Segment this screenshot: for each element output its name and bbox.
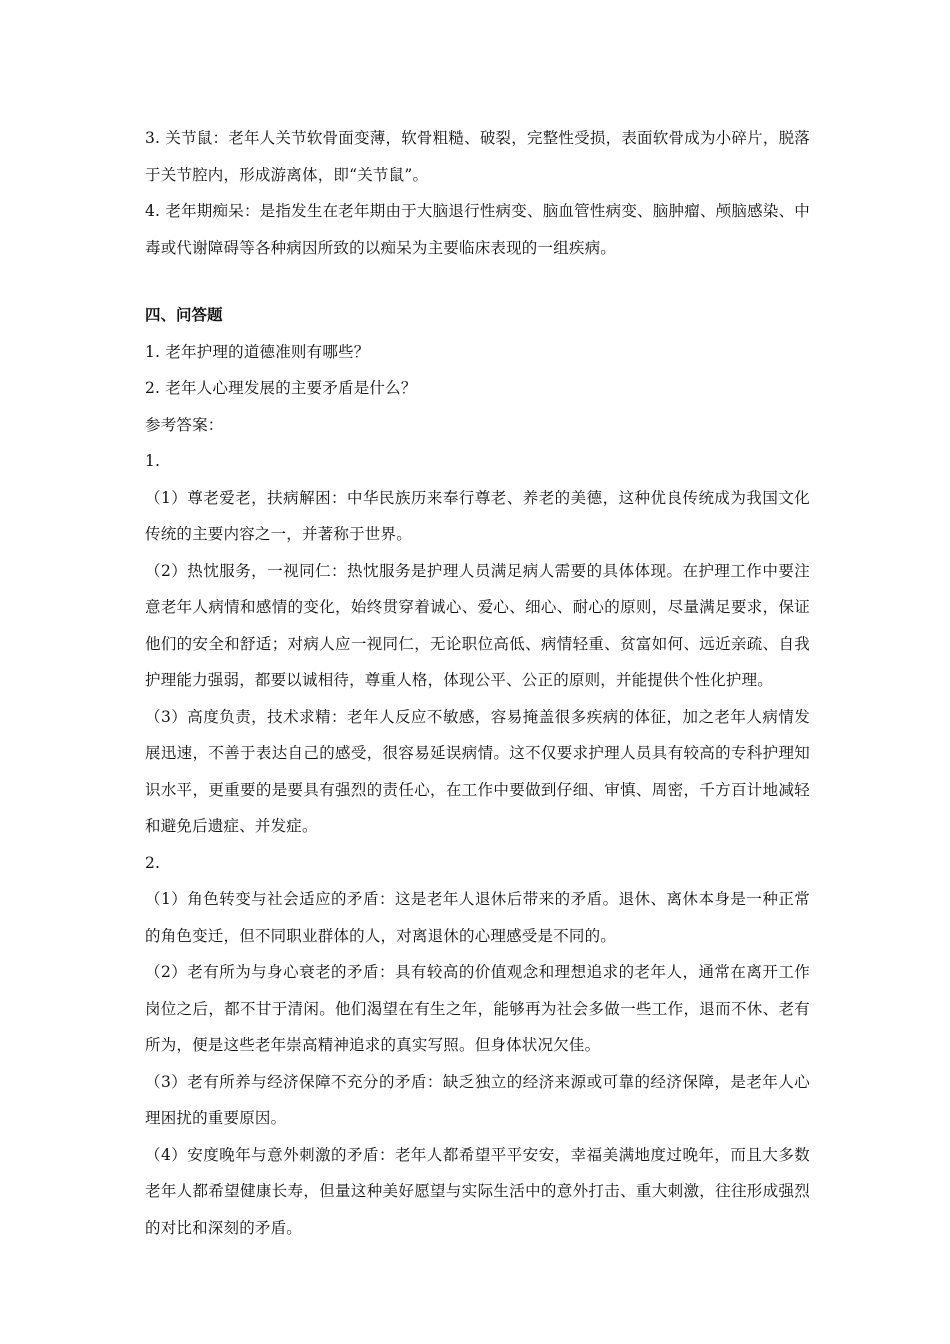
answer-2-item: （1）角色转变与社会适应的矛盾：这是老年人退休后带来的矛盾。退休、离休本身是一种正常的角色变迁，但不同职业群体的人，对离退休的心理感受是不同的。 xyxy=(145,890,810,945)
answer-2-label: 2. xyxy=(145,853,161,872)
section-spacer xyxy=(145,266,810,297)
definition-joint-mouse: 3. 关节鼠：老年人关节软骨面变薄，软骨粗糙、破裂，完整性受损，表面软骨成为小碎片，脱落于关节腔内，形成游离体，即“关节鼠”。 xyxy=(145,129,810,184)
answer-label: 参考答案： xyxy=(145,415,224,434)
answer-1-item: （3）高度负责，技术求精：老年人反应不敏感，容易掩盖很多疾病的体征，加之老年人病情发展迅速，不善于表达自己的感受，很容易延误病情。这不仅要求护理人员具有较高的专科护理知识水平，更重要的是要具有强烈的责任心，在工作中要做到仔细、审慎、周密，千方百计地减轻和避免后遗症、并发症。 xyxy=(145,707,810,835)
answer-2-item: （3）老有所养与经济保障不充分的矛盾：缺乏独立的经济来源或可靠的经济保障，是老年人心理困扰的重要原因。 xyxy=(145,1072,810,1127)
section-title: 四、问答题 xyxy=(145,305,223,324)
question-1: 1. 老年护理的道德准则有哪些？ xyxy=(145,342,370,361)
definition-senile-dementia: 4. 老年期痴呆：是指发生在老年期由于大脑退行性病变、脑血管性病变、脑肿瘤、颅脑感染、中毒或代谢障碍等各种病因所致的以痴呆为主要临床表现的一组疾病。 xyxy=(145,202,810,257)
document-page xyxy=(145,120,810,1246)
answer-1-item: （2）热忱服务，一视同仁：热忱服务是护理人员满足病人需要的具体体现。在护理工作中要注意老年人病情和感情的变化，始终贯穿着诚心、爱心、细心、耐心的原则，尽量满足要求，保证他们的安全和舒适；对病人应一视同仁，无论职位高低、病情轻重、贫富如何、远近亲疏、自我护理能力强弱，都要以诚相待，尊重人格，体现公平、公正的原则，并能提供个性化护理。 xyxy=(145,561,810,689)
question-2: 2. 老年人心理发展的主要矛盾是什么？ xyxy=(145,379,417,397)
answer-2-item: （2）老有所为与身心衰老的矛盾：具有较高的价值观念和理想追求的老年人，通常在离开工作岗位之后，都不甘于清闲。他们渴望在有生之年，能够再为社会多做一些工作，退而不休、老有所为，便是这些老年崇高精神追求的真实写照。但身体状况欠佳。 xyxy=(145,963,810,1054)
answer-2-item: （4）安度晚年与意外刺激的矛盾：老年人都希望平平安安，幸福美满地度过晚年，而且大多数老年人都希望健康长寿，但量这种美好愿望与实际生活中的意外打击、重大刺激，往往形成强烈的对比和深刻的矛盾。 xyxy=(145,1145,810,1237)
answer-1-label: 1. xyxy=(145,452,161,470)
answer-1-item: （1）尊老爱老，扶病解困：中华民族历来奉行尊老、养老的美德，这种优良传统成为我国文化传统的主要内容之一，并著称于世界。 xyxy=(145,488,810,543)
